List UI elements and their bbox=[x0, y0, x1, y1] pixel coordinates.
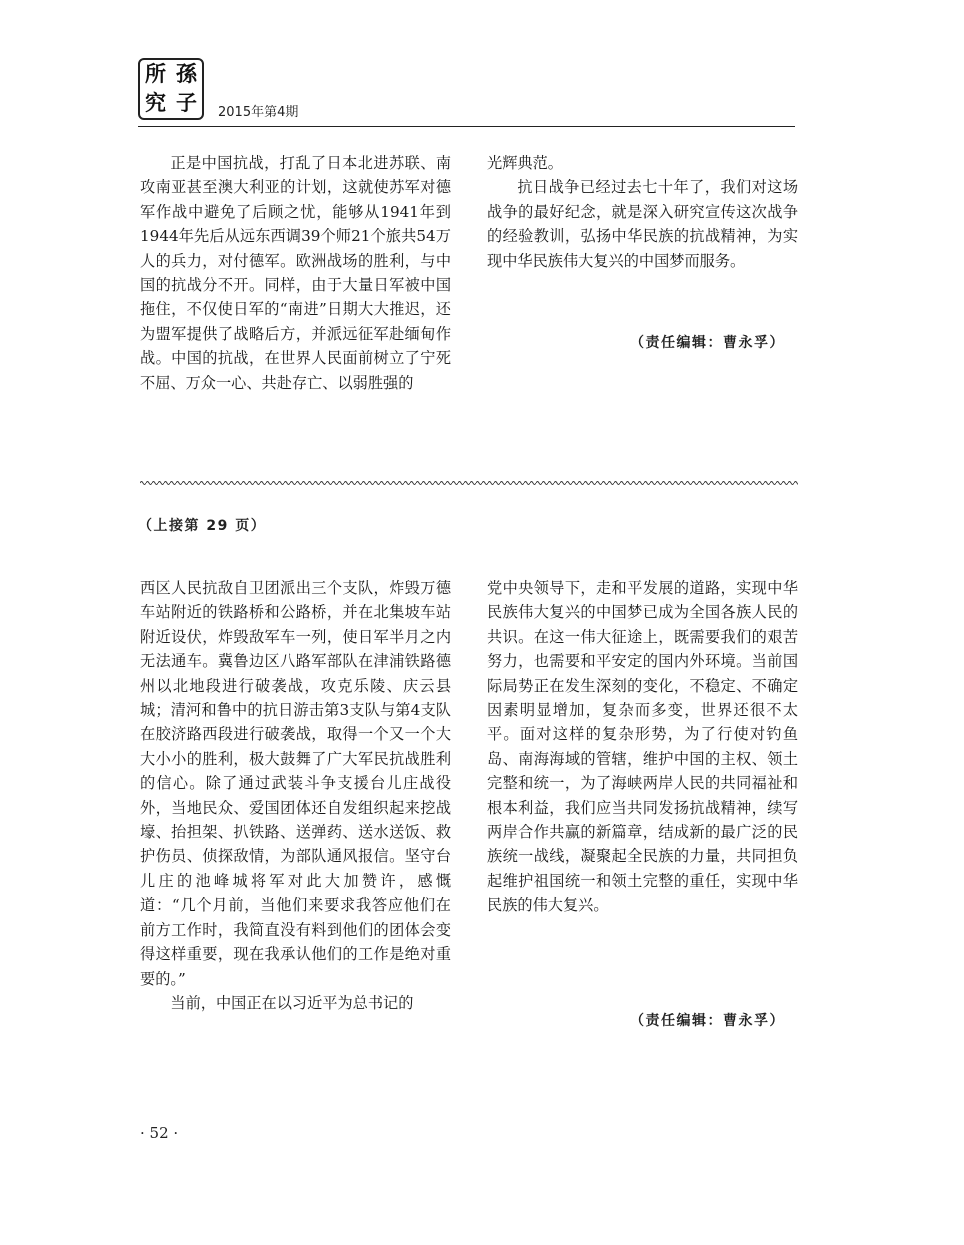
page-number: · 52 · bbox=[140, 1124, 179, 1142]
bottom-right-column bbox=[487, 576, 798, 918]
paragraph-continuation: 西区人民抗敌自卫团派出三个支队，炸毁万德车站附近的铁路桥和公路桥，并在北集坡车站附近设伏，炸毁敌军车一列，使日军半月之内无法通车。冀鲁边区八路军部队在津浦铁路德州以北地段进行破袭战，攻克乐陵、庆云县城；清河和鲁中的抗日游击第3支队与第4支队在胶济路西段进行破袭战，取得一个又一个大大小小的胜利，极大鼓舞了广大军民抗战胜利的信心。除了通过武装斗争支援台儿庄战役外，当地民众、爱国团体还自发组织起来挖战壕、抬担架、扒铁路、送弹药、送水送饭、救护伤员、侦探敌情，为部队通风报信。坚守台儿庄的池峰城将军对此大加赞许，感慨道：“几个月前，当他们来要求我答应他们在前方工作时，我简直没有料到他们的团体会变得这样重要，现在我承认他们的工作是绝对重要的。” bbox=[140, 579, 451, 988]
paragraph: 当前，中国正在以习近平为总书记的 bbox=[170, 993, 414, 1012]
logo-char: 子 bbox=[176, 90, 197, 115]
logo-char: 究 bbox=[145, 90, 166, 115]
paragraph-continuation: 光辉典范。 bbox=[487, 154, 563, 172]
issue-label: 2015年第4期 bbox=[218, 105, 299, 120]
top-left-column bbox=[140, 151, 451, 395]
editor-credit: （责任编辑：曹永孚） bbox=[630, 1013, 785, 1029]
logo-char: 孫 bbox=[176, 61, 197, 86]
bottom-left-column bbox=[140, 576, 451, 1015]
paragraph-continuation: 党中央领导下，走和平发展的道路，实现中华民族伟大复兴的中国梦已成为全国各族人民的共识。在这一伟大征途上，既需要我们的艰苦努力，也需要和平安定的国内外环境。当前国际局势正在发生深刻的变化，不稳定、不确定因素明显增加，复杂而多变，世界还很不太平。面对这样的复杂形势，为了行使对钓鱼岛、南海海域的管辖，维护中国的主权、领土完整和统一，为了海峡两岸人民的共同福祉和根本利益，我们应当共同发扬抗战精神，续写两岸合作共赢的新篇章，结成新的最广泛的民族统一战线，凝聚起全民族的力量，共同担负起维护祖国统一和领土完整的重任，实现中华民族的伟大复兴。 bbox=[487, 579, 798, 915]
paragraph: 抗日战争已经过去七十年了，我们对这场战争的最好纪念，就是深入研究宣传这次战争的经验教训，弘扬中华民族的抗战精神，为实现中华民族伟大复兴的中国梦而服务。 bbox=[487, 178, 798, 270]
logo-char: 所 bbox=[145, 61, 166, 86]
wavy-separator bbox=[140, 478, 798, 488]
top-right-column bbox=[487, 151, 798, 273]
journal-logo bbox=[138, 58, 204, 120]
continued-from-label: （上接第 29 页） bbox=[138, 518, 267, 534]
paragraph: 正是中国抗战，打乱了日本北进苏联、南攻南亚甚至澳大利亚的计划，这就使苏军对德军作战中避免了后顾之忧，能够从1941年到1944年先后从远东西调39个师21个旅共54万人的兵力，对付德军。欧洲战场的胜利，与中国的抗战分不开。同样，由于大量日军被中国拖住，不仅使日军的“南进”日期大大推迟，还为盟军提供了战略后方，并派远征军赴缅甸作战。中国的抗战，在世界人民面前树立了宁死不屈、万众一心、共赴存亡、以弱胜强的 bbox=[140, 154, 451, 392]
header-rule bbox=[138, 126, 795, 127]
editor-credit: （责任编辑：曹永孚） bbox=[630, 335, 785, 351]
